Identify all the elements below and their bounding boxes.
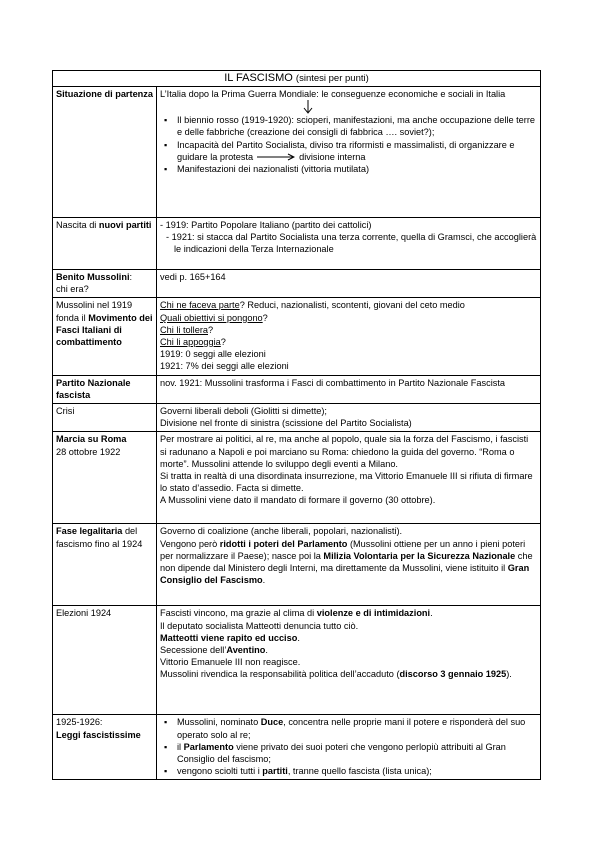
line-text: Chi li tollera? xyxy=(160,324,214,335)
row-content xyxy=(157,404,541,432)
intro-text: L’Italia dopo la Prima Guerra Mondiale: le conseguenze economiche e sociali in Italia xyxy=(160,89,506,99)
table-row xyxy=(53,524,541,606)
paragraph: Per mostrare ai politici, al re, ma anche al popolo, quale sia la forza del Fascismo, i fascisti si radunano a Napoli e poi marciano su Roma: chiedono la guida del governo. “Roma o morte”. Mussolini attende lo sviluppo degli eventi a Milano. xyxy=(160,434,529,469)
line-text: Il deputato socialista Matteotti denuncia tutto ciò. xyxy=(160,620,359,631)
table-row xyxy=(53,404,541,432)
row-label: Marcia su Roma 28 ottobre 1922 xyxy=(53,432,157,524)
summary-table xyxy=(52,70,541,780)
table-row xyxy=(53,298,541,375)
title-sub: (sintesi per punti) xyxy=(295,73,369,84)
row-label: 1925-1926: Leggi fascistissime xyxy=(53,715,157,780)
title-row xyxy=(53,71,541,87)
line-text: - 1921: si stacca dal Partito Socialista una terza corrente, quella di Gramsci, che accoglierà le indicazioni della Terza Internazionale xyxy=(166,232,537,255)
row-label: Crisi xyxy=(53,404,157,432)
table-title xyxy=(53,71,541,87)
row-content: vedi p. 165+164 xyxy=(157,270,541,298)
bullet-list xyxy=(160,716,537,777)
line-text: Governi liberali deboli (Giolitti si dimette); xyxy=(160,406,327,417)
line-text: Chi ne faceva parte? Reduci, nazionalisti, scontenti, giovani del ceto medio xyxy=(160,300,465,311)
row-content xyxy=(157,87,541,218)
list-item: ▪ Mussolini, nominato Duce, concentra nelle proprie mani il potere e risponderà del suo operato solo al re; xyxy=(160,716,537,740)
line-text: Secessione dell’Aventino. xyxy=(160,645,268,656)
table-row xyxy=(53,87,541,218)
row-content: nov. 1921: Mussolini trasforma i Fasci di combattimento in Partito Nazionale Fascista xyxy=(157,375,541,403)
row-label: Fase legalitaria del fascismo fino al 1924 xyxy=(53,524,157,606)
row-content xyxy=(157,432,541,524)
table-row xyxy=(53,715,541,780)
line-text: Chi li appoggia? xyxy=(160,337,226,348)
row-label: Benito Mussolini: chi era? xyxy=(53,270,157,298)
document-page xyxy=(52,70,541,780)
bullet-list xyxy=(160,114,537,175)
line-text: Fascisti vincono, ma grazie al clima di violenze e di intimidazioni. xyxy=(160,608,433,619)
title-main: IL FASCISMO xyxy=(224,72,293,84)
arrow-right-icon xyxy=(257,153,295,161)
row-label: Situazione di partenza xyxy=(53,87,157,218)
arrow-down-icon xyxy=(302,100,314,114)
row-label: Elezioni 1924 xyxy=(53,606,157,715)
table-row xyxy=(53,432,541,524)
row-label: Nascita di nuovi partiti xyxy=(53,218,157,270)
line-text: Quali obiettivi si pongono? xyxy=(160,312,268,323)
line-text: 1921: 7% dei seggi alle elezioni xyxy=(160,361,289,372)
row-content xyxy=(157,524,541,606)
line-text: Mussolini rivendica la responsabilità politica dell’accaduto (discorso 3 gennaio 1925). xyxy=(160,669,512,680)
list-item: ▪ vengono sciolti tutti i partiti, tranne quello fascista (lista unica); xyxy=(160,765,537,777)
paragraph: Vengono però ridotti i poteri del Parlamento (Mussolini ottiene per un anno i pieni poteri per normalizzare il Paese); nasce poi la Milizia Volontaria per la Sicurezza Nazionale che non dipende dal Ministero degli Interni, ma direttamente da Mussolini, viene istituito il Gran Consiglio del Fascismo. xyxy=(160,538,533,586)
row-content xyxy=(157,715,541,780)
row-content xyxy=(157,606,541,715)
list-item: ▪ Manifestazioni dei nazionalisti (vittoria mutilata) xyxy=(160,163,537,175)
paragraph: Si tratta in realtà di una disordinata insurrezione, ma Vittorio Emanuele III si rifiuta di firmare lo stato d’assedio. Facta si dimette. xyxy=(160,471,533,494)
paragraph: Governo di coalizione (anche liberali, popolari, nazionalisti). xyxy=(160,526,403,537)
row-label: Partito Nazionale fascista xyxy=(53,375,157,403)
paragraph: A Mussolini viene dato il mandato di formare il governo (30 ottobre). xyxy=(160,495,436,506)
table-row xyxy=(53,218,541,270)
row-content xyxy=(157,218,541,270)
line-text: Vittorio Emanuele III non reagisce. xyxy=(160,657,301,668)
table-row xyxy=(53,375,541,403)
line-text: - 1919: Partito Popolare Italiano (partito dei cattolici) xyxy=(160,220,372,230)
table-row xyxy=(53,270,541,298)
list-item: ▪ Il biennio rosso (1919-1920): scioperi, manifestazioni, ma anche occupazione delle terre e delle fabbriche (creazione dei consigli di fabbrica …. soviet?); xyxy=(160,114,537,138)
row-content xyxy=(157,298,541,375)
table-row xyxy=(53,606,541,715)
line-text: Divisione nel fronte di sinistra (scissione del Partito Socialista) xyxy=(160,418,412,429)
list-item: ▪ il Parlamento viene privato dei suoi poteri che vengono perlopiù attribuiti al Gran Consiglio del fascismo; xyxy=(160,741,537,765)
list-item: ▪ Incapacità del Partito Socialista, diviso tra riformisti e massimalisti, di organizzare e guidare la protesta divisione interna xyxy=(160,139,537,163)
line-text: 1919: 0 seggi alle elezioni xyxy=(160,349,266,360)
line-text: Matteotti viene rapito ed ucciso. xyxy=(160,632,300,643)
row-label: Mussolini nel 1919 fonda il Movimento dei Fasci Italiani di combattimento xyxy=(53,298,157,375)
